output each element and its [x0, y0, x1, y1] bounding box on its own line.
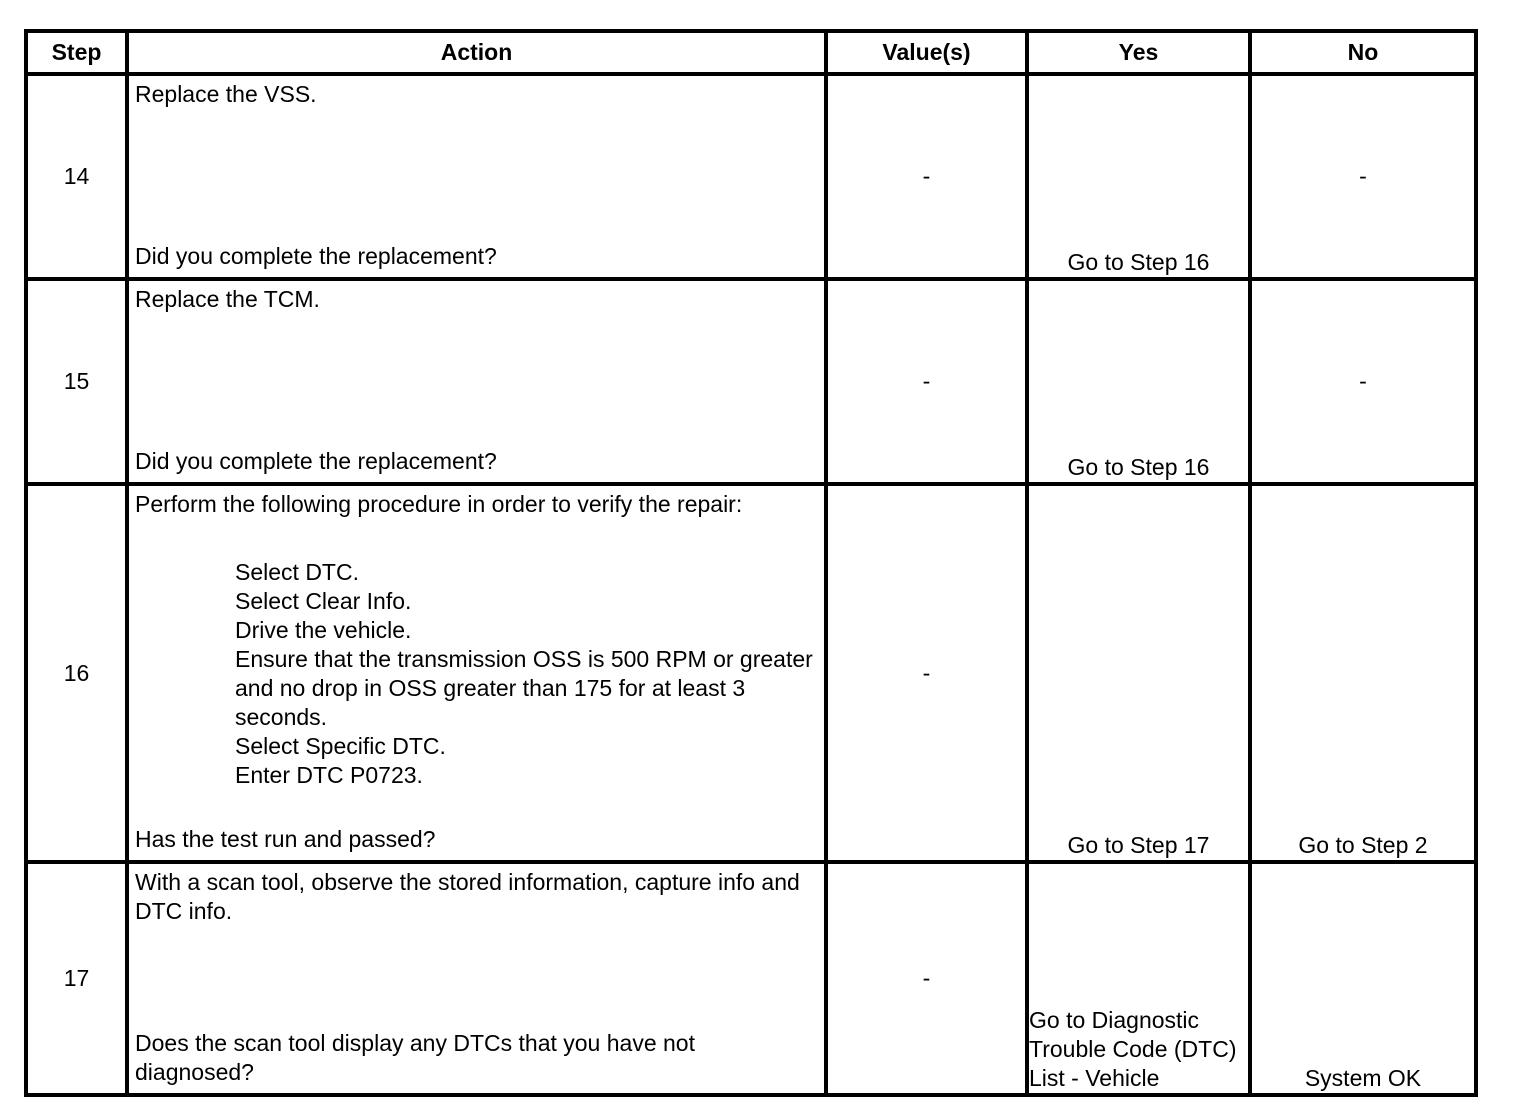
- procedure-step: Ensure that the transmission OSS is 500 RPM or greater and no drop in OSS greater than 175 for at least 3 seconds.: [235, 646, 813, 730]
- no-result: Go to Step 2: [1250, 484, 1476, 862]
- action-cell: [127, 279, 826, 484]
- step-number: 16: [26, 484, 127, 862]
- procedure-step: Drive the vehicle.: [235, 617, 412, 643]
- action-question: Did you complete the replacement?: [135, 448, 497, 474]
- action-question: Does the scan tool display any DTCs that you have not diagnosed?: [135, 1030, 695, 1085]
- action-cell: [127, 862, 826, 1095]
- action-intro: Replace the TCM.: [135, 286, 320, 312]
- no-result: -: [1250, 74, 1476, 279]
- action-intro: With a scan tool, observe the stored information, capture info and DTC info.: [135, 869, 800, 924]
- procedure-list: [135, 558, 816, 790]
- header-row: [26, 31, 1476, 74]
- diagnostic-table: [24, 29, 1478, 1097]
- action-question: Has the test run and passed?: [135, 826, 436, 852]
- value-cell: -: [826, 484, 1027, 862]
- header-values: Value(s): [826, 31, 1027, 74]
- action-intro: Replace the VSS.: [135, 81, 317, 107]
- procedure-step: Select DTC.: [235, 559, 359, 585]
- action-question: Did you complete the replacement?: [135, 243, 497, 269]
- action-cell: [127, 74, 826, 279]
- yes-result: Go to Step 16: [1027, 279, 1250, 484]
- procedure-step: Select Specific DTC.: [235, 733, 446, 759]
- value-cell: -: [826, 74, 1027, 279]
- header-action: Action: [127, 31, 826, 74]
- procedure-step: Select Clear Info.: [235, 588, 412, 614]
- step-number: 15: [26, 279, 127, 484]
- no-result: System OK: [1250, 862, 1476, 1095]
- table-row: [26, 484, 1476, 862]
- table-row: [26, 279, 1476, 484]
- header-no: No: [1250, 31, 1476, 74]
- step-number: 17: [26, 862, 127, 1095]
- procedure-step: Enter DTC P0723.: [235, 762, 423, 788]
- header-yes: Yes: [1027, 31, 1250, 74]
- value-cell: -: [826, 279, 1027, 484]
- value-cell: -: [826, 862, 1027, 1095]
- table-row: [26, 862, 1476, 1095]
- no-result: -: [1250, 279, 1476, 484]
- table-row: [26, 74, 1476, 279]
- yes-result: Go to Step 16: [1027, 74, 1250, 279]
- action-cell: [127, 484, 826, 862]
- header-step: Step: [26, 31, 127, 74]
- yes-result: Go to Diagnostic Trouble Code (DTC) List - Vehicle: [1027, 862, 1250, 1095]
- step-number: 14: [26, 74, 127, 279]
- yes-result: Go to Step 17: [1027, 484, 1250, 862]
- action-intro: Perform the following procedure in order to verify the repair:: [135, 491, 743, 517]
